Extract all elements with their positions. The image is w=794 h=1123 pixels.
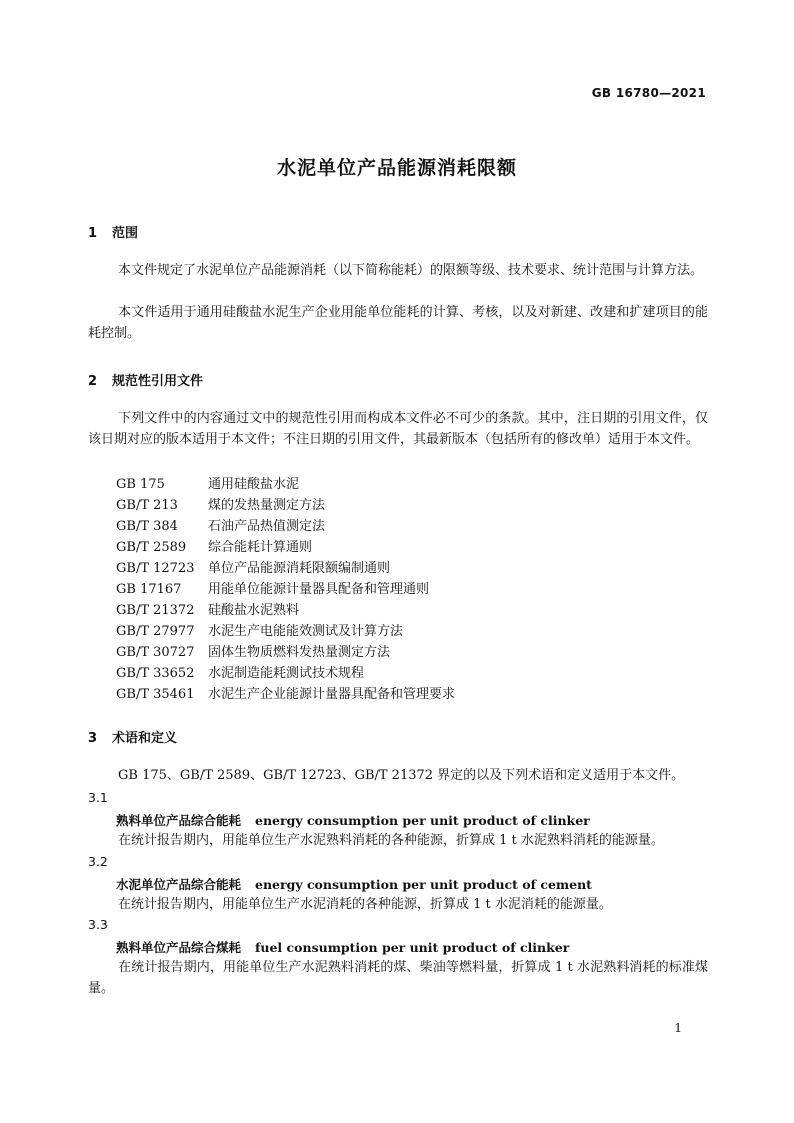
section-title: 术语和定义	[112, 731, 178, 746]
reference-code: GB/T 384	[116, 519, 178, 534]
reference-title: 通用硅酸盐水泥	[208, 477, 300, 492]
section-number: 3	[88, 731, 98, 746]
section-heading-1	[88, 222, 138, 241]
paragraph-text: 本文件规定了水泥单位产品能源消耗（以下简称能耗）的限额等级、技术要求、统计范围与计算方法。	[118, 263, 704, 278]
paragraph-text: GB 175、GB/T 2589、GB/T 12723、GB/T 21372 界定的以及下列术语和定义适用于本文件。	[118, 768, 685, 783]
reference-code: GB/T 2589	[116, 540, 187, 555]
term-zh: 水泥单位产品综合能耗	[116, 877, 242, 892]
reference-item	[116, 578, 429, 597]
reference-title: 用能单位能源计量器具配备和管理通则	[208, 582, 430, 597]
reference-title: 煤的发热量测定方法	[208, 498, 326, 513]
reference-item	[116, 557, 390, 576]
reference-code: GB/T 33652	[116, 666, 195, 681]
reference-title: 水泥生产电能能效测试及计算方法	[208, 624, 404, 639]
term-heading	[116, 875, 592, 893]
term-zh: 熟料单位产品综合能耗	[116, 813, 242, 828]
paragraph	[88, 409, 708, 450]
reference-code: GB 175	[116, 477, 165, 492]
term-en: energy consumption per unit product of clinker	[255, 813, 590, 828]
reference-item	[116, 536, 312, 555]
definition-text: 在统计报告期内，用能单位生产水泥熟料消耗的各种能源，折算成 1 t 水泥熟料消耗的能源量。	[118, 833, 664, 848]
term-heading	[116, 938, 569, 956]
reference-item	[116, 620, 403, 639]
reference-code: GB/T 30727	[116, 645, 195, 660]
paragraph-text: 下列文件中的内容通过文中的规范性引用而构成本文件必不可少的条款。其中，注日期的引用文件，仅该日期对应的版本适用于本文件；不注日期的引用文件，其最新版本（包括所有的修改单）适用于本文件。	[88, 411, 708, 447]
page-number: 1	[674, 1021, 682, 1035]
reference-item	[116, 662, 364, 681]
definition-text: 在统计报告期内，用能单位生产水泥熟料消耗的煤、柴油等燃料量，折算成 1 t 水泥熟料消耗的标准煤量。	[88, 960, 708, 996]
term-definition	[88, 958, 708, 999]
section-heading-3	[88, 727, 177, 746]
section-title: 范围	[112, 226, 139, 241]
section-number: 1	[88, 226, 98, 241]
reference-item	[116, 641, 390, 660]
paragraph	[88, 261, 708, 282]
reference-code: GB 17167	[116, 582, 182, 597]
reference-code: GB/T 35461	[116, 687, 195, 702]
reference-title: 硅酸盐水泥熟料	[208, 603, 300, 618]
term-definition	[88, 831, 708, 852]
reference-code: GB/T 21372	[116, 603, 195, 618]
document-title: 水泥单位产品能源消耗限额	[276, 157, 517, 179]
reference-code: GB/T 213	[116, 498, 178, 513]
reference-title: 石油产品热值测定法	[208, 519, 326, 534]
standard-number: GB 16780—2021	[591, 86, 706, 100]
definition-text: 在统计报告期内，用能单位生产水泥消耗的各种能源，折算成 1 t 水泥消耗的能源量。	[118, 897, 612, 912]
clause-number: 3.1	[88, 790, 108, 805]
section-number: 2	[88, 374, 98, 389]
clause-number: 3.2	[88, 854, 108, 869]
section-title: 规范性引用文件	[112, 374, 204, 389]
reference-item	[116, 494, 325, 513]
section-heading-2	[88, 370, 203, 389]
reference-title: 综合能耗计算通则	[208, 540, 313, 555]
reference-item	[116, 599, 299, 618]
clause-number: 3.3	[88, 917, 108, 932]
reference-code: GB/T 12723	[116, 561, 195, 576]
reference-item	[116, 473, 299, 492]
reference-title: 单位产品能源消耗限额编制通则	[208, 561, 391, 576]
reference-title: 水泥生产企业能源计量器具配备和管理要求	[208, 687, 456, 702]
reference-title: 水泥制造能耗测试技术规程	[208, 666, 365, 681]
term-en: fuel consumption per unit product of clinker	[255, 940, 570, 955]
reference-title: 固体生物质燃料发热量测定方法	[208, 645, 391, 660]
term-zh: 熟料单位产品综合煤耗	[116, 940, 242, 955]
reference-item	[116, 515, 325, 534]
term-definition	[88, 895, 708, 916]
term-en: energy consumption per unit product of cement	[255, 877, 592, 892]
reference-code: GB/T 27977	[116, 624, 195, 639]
paragraph	[88, 303, 708, 344]
paragraph-text: 本文件适用于通用硅酸盐水泥生产企业用能单位能耗的计算、考核，以及对新建、改建和扩建项目的能耗控制。	[88, 305, 708, 341]
term-heading	[116, 811, 590, 829]
paragraph	[88, 766, 708, 787]
reference-item	[116, 683, 455, 702]
